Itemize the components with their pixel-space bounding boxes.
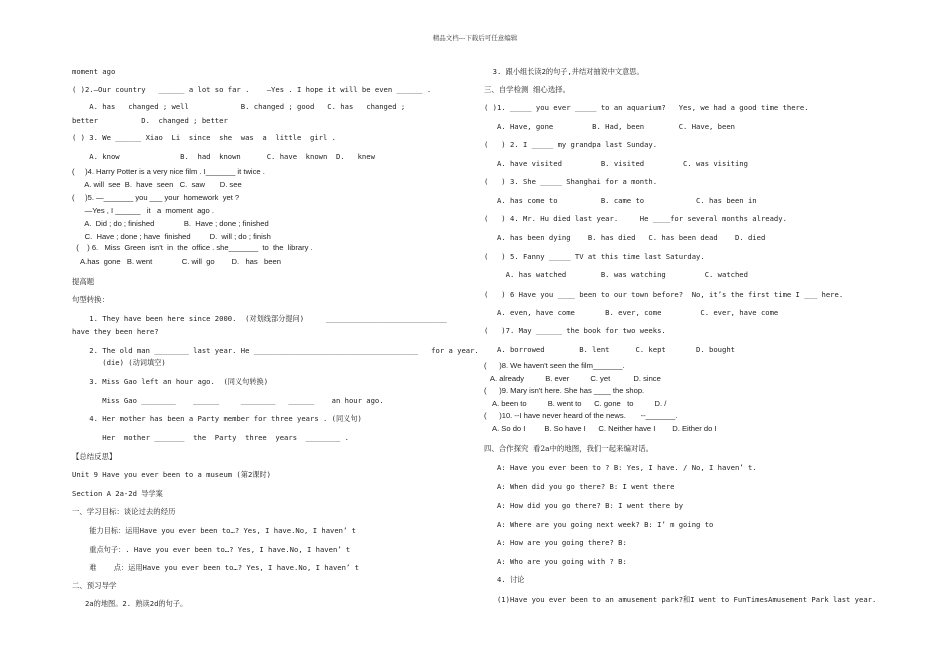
text-line: 1. They have been here since 2000. (对划线部分提问) ____________________________ bbox=[72, 314, 447, 323]
text-line: A. will see B. have seen C. saw D. see bbox=[72, 180, 242, 189]
text-line: A. have visited B. visited C. was visiting bbox=[484, 159, 748, 168]
text-line: 重点句子：. Have you ever been to…? Yes, I have.No, I haven’ t bbox=[72, 545, 351, 554]
text-line: A. So do I B. So have I C. Neither have I D. Either do I bbox=[484, 424, 717, 433]
text-line: 句型转换： bbox=[72, 295, 109, 304]
text-line: ( ) 3. She _____ Shanghai for a month. bbox=[484, 177, 658, 186]
text-line: ( )10. --I have never heard of the news. --_______. bbox=[484, 411, 678, 420]
text-line: 三、自学检测 细心选择。 bbox=[484, 85, 570, 94]
text-line: ( ) 6. Miss Green isn't in the office . she_______ to the library . bbox=[72, 243, 313, 252]
text-line: ( ) 5. Fanny _____ TV at this time last Saturday. bbox=[484, 252, 705, 261]
text-line: (die) (动词填空) bbox=[72, 358, 166, 367]
text-line: 4. 讨论 bbox=[484, 575, 525, 584]
text-line: 能力目标：运用Have you ever been to…? Yes, I have.No, I haven’ t bbox=[72, 526, 356, 535]
text-line: have they been here? bbox=[72, 327, 159, 336]
text-line: 提高题 bbox=[72, 277, 95, 286]
text-line: A. Have, gone B. Had, been C. Have, been bbox=[484, 122, 735, 131]
text-line: A. borrowed B. lent C. kept D. bought bbox=[484, 345, 735, 354]
text-line: A. has changed ; well B. changed ; good C. has changed ; bbox=[72, 102, 406, 111]
text-line: Her mother _______ the Party three years ________ . bbox=[72, 433, 349, 442]
text-line: 四、合作探究 看2a中的地图，我们一起来编对话。 bbox=[484, 444, 654, 453]
text-line: ( )7. May ______ the book for two weeks. bbox=[484, 326, 666, 335]
text-line: —Yes , I ______ it a moment ago . bbox=[72, 206, 214, 215]
text-line: ( )8. We haven't seen the film_______. bbox=[484, 361, 625, 370]
text-line: A. been to B. went to C. gone to D. / bbox=[484, 399, 667, 408]
text-line: A. already B. ever C. yet D. since bbox=[484, 374, 661, 383]
text-line: A. know B. had known C. have known D. knew bbox=[72, 152, 375, 161]
text-line: ( ) 6 Have you ____ been to our town before? No, it’s the first time I ___ here. bbox=[484, 290, 844, 299]
text-line: A. even, have come B. ever, come C. ever, have come bbox=[484, 308, 779, 317]
text-line: A: Who are you going with ? B: bbox=[484, 557, 627, 566]
text-line: A: Have you ever been to ? B: Yes, I have. / No, I haven’ t. bbox=[484, 463, 757, 472]
text-line: A: Where are you going next week? B: I’ m going to bbox=[484, 520, 714, 529]
text-line: 2. The old man ________ last year. He ______________________________________ for a year. bbox=[72, 346, 479, 355]
text-line: 二、预习导学 bbox=[72, 581, 117, 590]
text-line: 3. 跟小组长读2的句子,并结对抽说中文意思。 bbox=[484, 67, 644, 76]
text-line: A.has gone B. went C. will go D. has been bbox=[72, 257, 281, 266]
text-line: A: How did you go there? B: I went there by bbox=[484, 501, 684, 510]
text-line: ( )1. _____ you ever _____ to an aquarium? Yes, we had a good time there. bbox=[484, 103, 809, 112]
text-line: A: When did you go there? B: I went there bbox=[484, 482, 675, 491]
text-line: 难 点：运用Have you ever been to…? Yes, I have.No, I haven’ t bbox=[72, 563, 359, 572]
text-line: A. Did ; do ; finished B. Have ; done ; finished bbox=[72, 219, 269, 228]
text-line: ( ) 4. Mr. Hu died last year. He ____for several months already. bbox=[484, 214, 787, 223]
text-line: Unit 9 Have you ever been to a museum (第2课时) bbox=[72, 470, 271, 479]
text-line: (1)Have you ever been to an amusement park?和I went to FunTimesAmusement Park last year. bbox=[484, 595, 877, 604]
text-line: C. Have ; done ; have finished D. will ; do ; finish bbox=[72, 232, 271, 241]
text-line: 4. Her mother has been a Party member for three years . (同义句) bbox=[72, 414, 362, 423]
text-line: ( ) 3. We ______ Xiao Li since she was a little girl . bbox=[72, 133, 336, 142]
text-line: ( )9. Mary isn't here. She has ____ the shop. bbox=[484, 386, 645, 395]
text-line: ( )4. Harry Potter is a very nice film . I_______ it twice . bbox=[72, 167, 265, 176]
text-line: A. has come to B. came to C. has been in bbox=[484, 196, 757, 205]
text-line: ( )5. —_______ you ___ your homework yet ? bbox=[72, 193, 240, 202]
header-note: 精品文档---下载后可任意编辑 bbox=[432, 34, 518, 42]
text-line: 一、学习目标：谈论过去的经历 bbox=[72, 507, 176, 516]
text-line: 3. Miss Gao left an hour ago. (同义句转换) bbox=[72, 377, 269, 386]
text-line: 【总结反思】 bbox=[72, 452, 117, 461]
text-line: moment ago bbox=[72, 67, 116, 76]
text-line: ( )2.—Our country ______ a lot so far . —Yes . I hope it will be even ______ . bbox=[72, 85, 432, 94]
text-line: ( ) 2. I _____ my grandpa last Sunday. bbox=[484, 140, 658, 149]
text-line: A. has been dying B. has died C. has been dead D. died bbox=[484, 233, 766, 242]
text-line: Miss Gao ________ ______ ________ ______ an hour ago. bbox=[72, 396, 384, 405]
text-line: A. has watched B. was watching C. watched bbox=[484, 270, 748, 279]
text-line: A: How are you going there? B: bbox=[484, 538, 627, 547]
text-line: better D. changed ; better bbox=[72, 116, 228, 125]
text-line: Section A 2a-2d 导学案 bbox=[72, 489, 163, 498]
text-line: 2a的地图。2. 熟读2d的句子。 bbox=[72, 599, 188, 608]
